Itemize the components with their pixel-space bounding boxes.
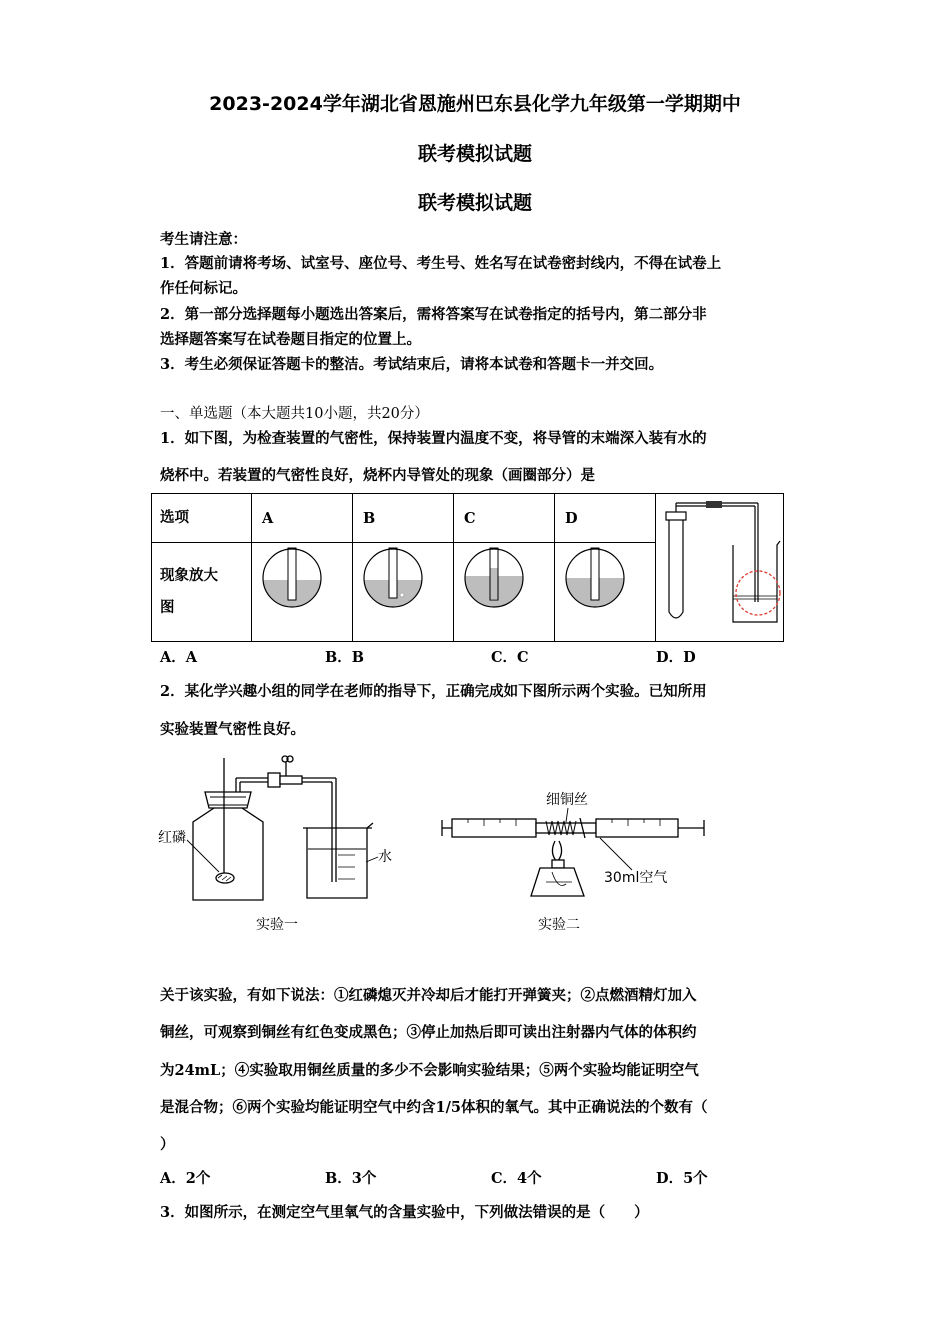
label-water: 水 [378,849,392,865]
label-copper-wire: 细铜丝 [546,792,588,808]
table-col-c: C [454,494,555,543]
notice-heading: 考生请注意： [160,231,247,248]
q1-option-d: D．D [656,649,696,666]
notice-item1-line2: 作任何标记。 [160,280,247,297]
table-header-label: 选项 [152,494,252,543]
q2-option-c: C．4个 [491,1170,542,1187]
q2-option-a: A．2个 [160,1170,211,1187]
table-col-a: A [252,494,353,543]
q1-stem-line2: 烧杯中。若装置的气密性良好，烧杯内导管处的现象（画圈部分）是 [160,467,595,484]
label-30ml-air: 30ml空气 [604,870,668,886]
q1-option-b: B．B [325,649,365,666]
exam-title-line3: 联考模拟试题 [417,192,532,214]
q2-body-line2: 铜丝，可观察到铜丝有红色变成黑色；③停止加热后即可读出注射器内气体的体积约 [160,1024,697,1041]
q1-option-a: A．A [160,649,198,666]
notice-item1-line1: 1．答题前请将考场、试室号、座位号、考生号、姓名写在试卷密封线内，不得在试卷上 [160,255,722,272]
q1-stem-line1: 1．如下图，为检查装置的气密性，保持装置内温度不变，将导管的末端深入装有水的 [160,430,707,447]
q2-body-line3: 为24mL；④实验取用铜丝质量的多少不会影响实验结果；⑤两个实验均能证明空气 [160,1062,699,1079]
q2-body-line5: ） [160,1136,175,1153]
exam-title-line2: 联考模拟试题 [417,143,532,165]
q2-option-b: B．3个 [325,1170,377,1187]
notice-item2-line2: 选择题答案写在试卷题目指定的位置上。 [160,331,421,348]
q2-option-d: D．5个 [656,1170,708,1187]
row2-label-line1: 现象放大 [160,567,218,584]
section-heading: 一、单选题（本大题共10小题，共20分） [160,406,429,422]
q2-stem-line2: 实验装置气密性良好。 [160,721,305,738]
notice-item2-line1: 2．第一部分选择题每小题选出答案后，需将答案写在试卷指定的括号内，第二部分非 [160,306,707,323]
caption-experiment1: 实验一 [256,917,298,933]
q2-stem-line1: 2．某化学兴趣小组的同学在老师的指导下，正确完成如下图所示两个实验。已知所用 [160,683,707,700]
q2-body-line1: 关于该实验，有如下说法：①红磷熄灭并冷却后才能打开弹簧夹；②点燃酒精灯加入 [160,987,697,1004]
q3-stem: 3．如图所示，在测定空气里氧气的含量实验中，下列做法错误的是（ ） [160,1204,649,1221]
exam-title-line1: 2023-2024学年湖北省恩施州巴东县化学九年级第一学期期中 [209,93,741,115]
table-col-d: D [555,494,656,543]
notice-item3: 3．考生必须保证答题卡的整洁。考试结束后，请将本试卷和答题卡一并交回。 [160,356,664,373]
row2-label-line2: 图 [160,599,175,616]
label-red-phosphorus: 红磷 [158,830,186,846]
experiment1-figure [187,756,378,900]
table-col-b: B [353,494,454,543]
q1-option-c: C．C [491,649,529,666]
caption-experiment2: 实验二 [538,917,580,933]
q2-body-line4: 是混合物；⑥两个实验均能证明空气中约含1/5体积的氧气。其中正确说法的个数有（ [160,1099,708,1116]
